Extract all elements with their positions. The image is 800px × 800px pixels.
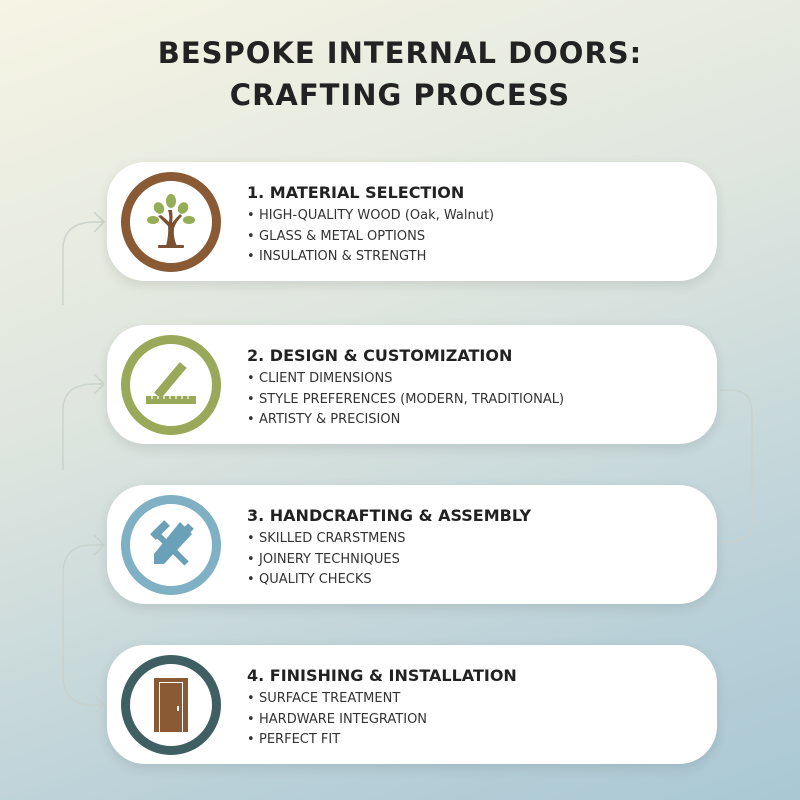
arrow-to-step-2 bbox=[63, 384, 104, 470]
list-item: • PERFECT FIT bbox=[247, 730, 517, 751]
step-items bbox=[247, 369, 564, 431]
tree-icon bbox=[121, 172, 221, 272]
list-item: • SURFACE TREATMENT bbox=[247, 689, 517, 710]
list-item: • JOINERY TECHNIQUES bbox=[247, 550, 531, 571]
list-item: • SKILLED CRARSTMENS bbox=[247, 529, 531, 550]
list-item: • STYLE PREFERENCES (MODERN, TRADITIONAL) bbox=[247, 390, 564, 411]
step-card-4 bbox=[107, 645, 717, 764]
step-card-2 bbox=[107, 325, 717, 444]
step-title: 3. HANDCRAFTING & ASSEMBLY bbox=[247, 506, 532, 525]
arrow-step-3-to-4 bbox=[63, 545, 104, 705]
step-title: 4. FINISHING & INSTALLATION bbox=[247, 666, 517, 685]
list-item: • HIGH-QUALITY WOOD (Oak, Walnut) bbox=[247, 206, 494, 227]
step-card-1 bbox=[107, 162, 717, 281]
list-item: • CLIENT DIMENSIONS bbox=[247, 369, 564, 390]
step-items bbox=[247, 689, 517, 751]
step-items bbox=[247, 206, 494, 268]
list-item: • INSULATION & STRENGTH bbox=[247, 247, 494, 268]
step-items bbox=[247, 529, 531, 591]
arrow-step-2-to-3 bbox=[720, 390, 752, 542]
step-title: 2. DESIGN & CUSTOMIZATION bbox=[247, 346, 513, 365]
hammer-saw-icon bbox=[121, 495, 221, 595]
list-item: • QUALITY CHECKS bbox=[247, 570, 531, 591]
list-item: • HARDWARE INTEGRATION bbox=[247, 710, 517, 731]
step-title: 1. MATERIAL SELECTION bbox=[247, 183, 465, 202]
arrow-to-step-1 bbox=[63, 222, 104, 305]
step-card-3 bbox=[107, 485, 717, 604]
list-item: • ARTISTY & PRECISION bbox=[247, 410, 564, 431]
list-item: • GLASS & METAL OPTIONS bbox=[247, 227, 494, 248]
door-icon bbox=[121, 655, 221, 755]
page-title: BESPOKE INTERNAL DOORS: CRAFTING PROCESS bbox=[157, 36, 643, 112]
ruler-icon bbox=[121, 335, 221, 435]
